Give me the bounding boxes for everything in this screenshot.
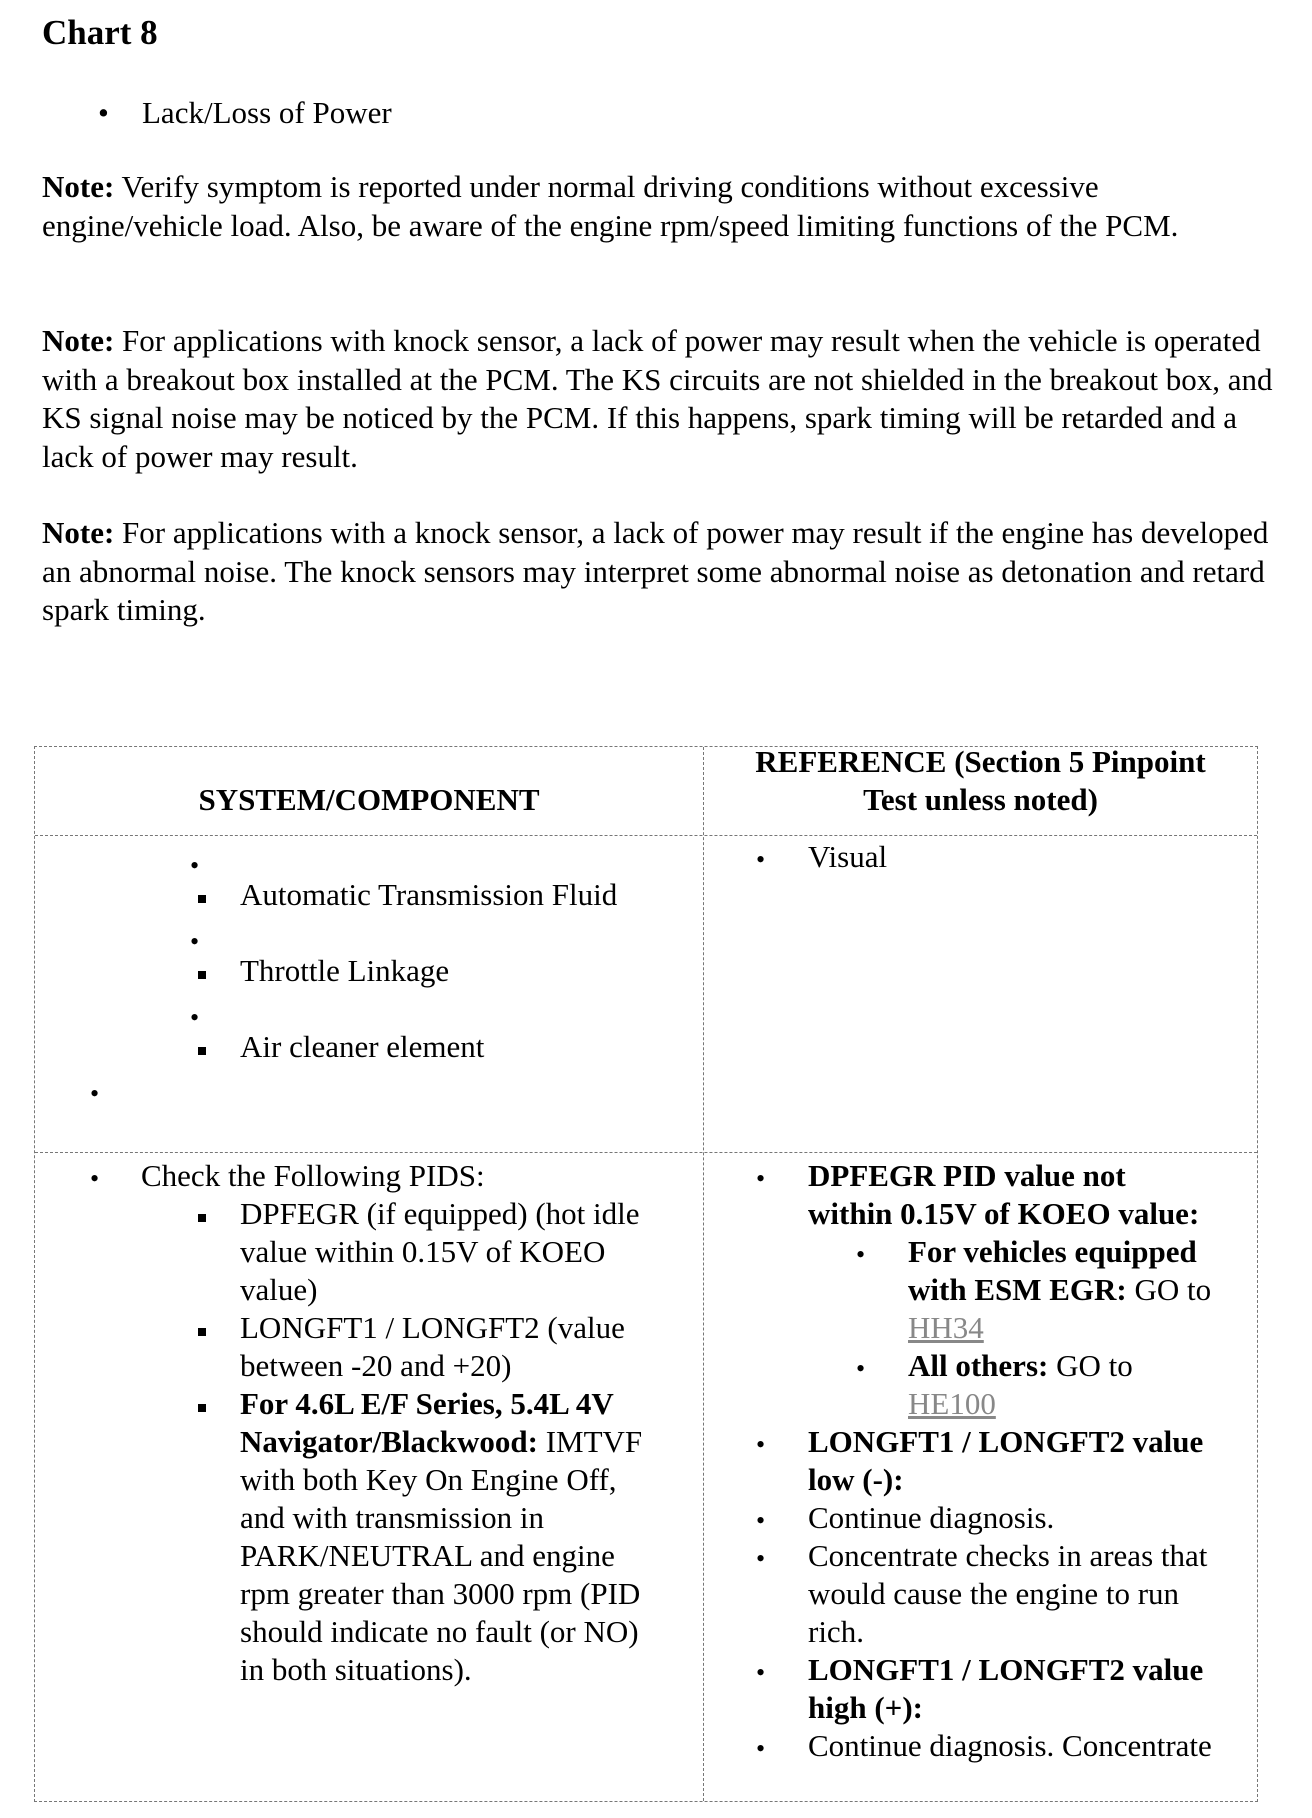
ref-line [908,1271,1211,1310]
ref-line [908,1347,1133,1386]
ref-line: Continue diagnosis. Concentrate [808,1728,1212,1763]
note-label: Note: [42,515,115,550]
ref-line-bold: DPFEGR PID value not [808,1158,1126,1193]
ref-line-bold: LONGFT1 / LONGFT2 value [808,1652,1204,1687]
row2-reference-cell [704,1152,1257,1800]
note-label: Note: [42,169,115,204]
header-reference [704,743,1257,819]
ref-line: Continue diagnosis. [808,1500,1055,1535]
pid-line: PARK/NEUTRAL and engine [240,1538,615,1573]
bullet-dot: • [756,1658,766,1687]
ref-goto: GO to [1048,1348,1133,1383]
bullet-dot: • [756,1430,766,1459]
pid-line: should indicate no fault (or NO) [240,1614,639,1649]
bullet-dot: • [190,927,200,956]
note-label: Note: [42,323,115,358]
bullet-dot: • [756,1734,766,1763]
ref-line: rich. [808,1614,864,1649]
bullet-dot: • [756,1506,766,1535]
ref-line-bold: All others: [908,1348,1049,1383]
hh34-link[interactable]: HH34 [908,1310,984,1345]
pid-line: between -20 and +20) [240,1348,512,1383]
row1-item: Throttle Linkage [240,953,450,988]
bullet-square [198,895,206,903]
bullet-dot: • [90,1079,100,1108]
note-text: For applications with knock sensor, a lack of power may result when the vehicle is operated with a breakout box installed at the PCM. The KS circuits are not shielded in the breakout box, and KS signal noise may be noticed by the PCM. If this happens, spark timing will be retarded and a lack of power may result. [42,323,1273,474]
pid-line-bold: Navigator/Blackwood: [240,1424,538,1459]
ref-line-bold: LONGFT1 / LONGFT2 value [808,1424,1204,1459]
note-text: Verify symptom is reported under normal driving conditions without excessive engine/vehicle load. Also, be aware of the engine rpm/speed limiting functions of the PCM. [42,169,1179,243]
ref-line-bold: within 0.15V of KOEO value: [808,1196,1200,1231]
ref-line: Concentrate checks in areas that [808,1538,1208,1573]
row1-item: Air cleaner element [240,1029,485,1064]
ref-line-bold: high (+): [808,1690,923,1725]
pid-line: LONGFT1 / LONGFT2 (value [240,1310,625,1345]
bullet-square [198,971,206,979]
bullet-dot: • [98,95,109,130]
pid-line: in both situations). [240,1652,472,1687]
bullet-dot: • [756,1164,766,1193]
bullet-dot: • [190,851,200,880]
bullet-square [198,1047,206,1055]
row2-system-cell [35,1152,703,1800]
pid-line-text: IMTVF [537,1424,643,1459]
ref-line-bold: with ESM EGR: [908,1272,1127,1307]
ref-line-bold: For vehicles equipped [908,1234,1197,1269]
row1-reference: Visual [808,839,888,874]
header-system-component: SYSTEM/COMPONENT [198,782,540,817]
pid-line-bold: For 4.6L E/F Series, 5.4L 4V [240,1386,614,1421]
header-reference-line: Test unless noted) [863,782,1098,817]
bullet-dot: • [856,1354,866,1383]
ref-line: would cause the engine to run [808,1576,1180,1611]
chart-title: Chart 8 [42,13,158,52]
note-1 [42,168,1277,245]
bullet-dot: • [756,845,766,874]
pid-line: rpm greater than 3000 rpm (PID [240,1576,641,1611]
pid-line: value within 0.15V of KOEO [240,1234,606,1269]
bullet-dot: • [190,1003,200,1032]
bullet-square [198,1404,206,1412]
bullet-dot: • [756,1544,766,1573]
diagnostic-table [34,746,1258,1802]
row1-item: Automatic Transmission Fluid [240,877,618,912]
pid-line: DPFEGR (if equipped) (hot idle [240,1196,640,1231]
pid-line: with both Key On Engine Off, [240,1462,617,1497]
pid-line: value) [240,1272,318,1307]
ref-goto: GO to [1126,1272,1212,1307]
bullet-square [198,1214,206,1222]
note-2 [42,322,1277,476]
pids-intro: Check the Following PIDS: [141,1158,485,1193]
bullet-dot: • [856,1240,866,1269]
symptom-text: Lack/Loss of Power [142,95,392,130]
ref-line-bold: low (-): [808,1462,904,1497]
note-text: For applications with a knock sensor, a lack of power may result if the engine has developed an abnormal noise. The knock sensors may interpret some abnormal noise as detonation and retard spark timing. [42,515,1269,627]
row1-system-cell [35,835,703,1152]
bullet-square [198,1328,206,1336]
row1-reference-cell [704,835,1257,1152]
he100-link[interactable]: HE100 [908,1386,996,1421]
header-reference-line: REFERENCE (Section 5 Pinpoint [755,744,1206,779]
pid-line [240,1423,642,1462]
bullet-dot: • [90,1164,100,1193]
note-3 [42,514,1277,630]
pid-line: and with transmission in [240,1500,544,1535]
